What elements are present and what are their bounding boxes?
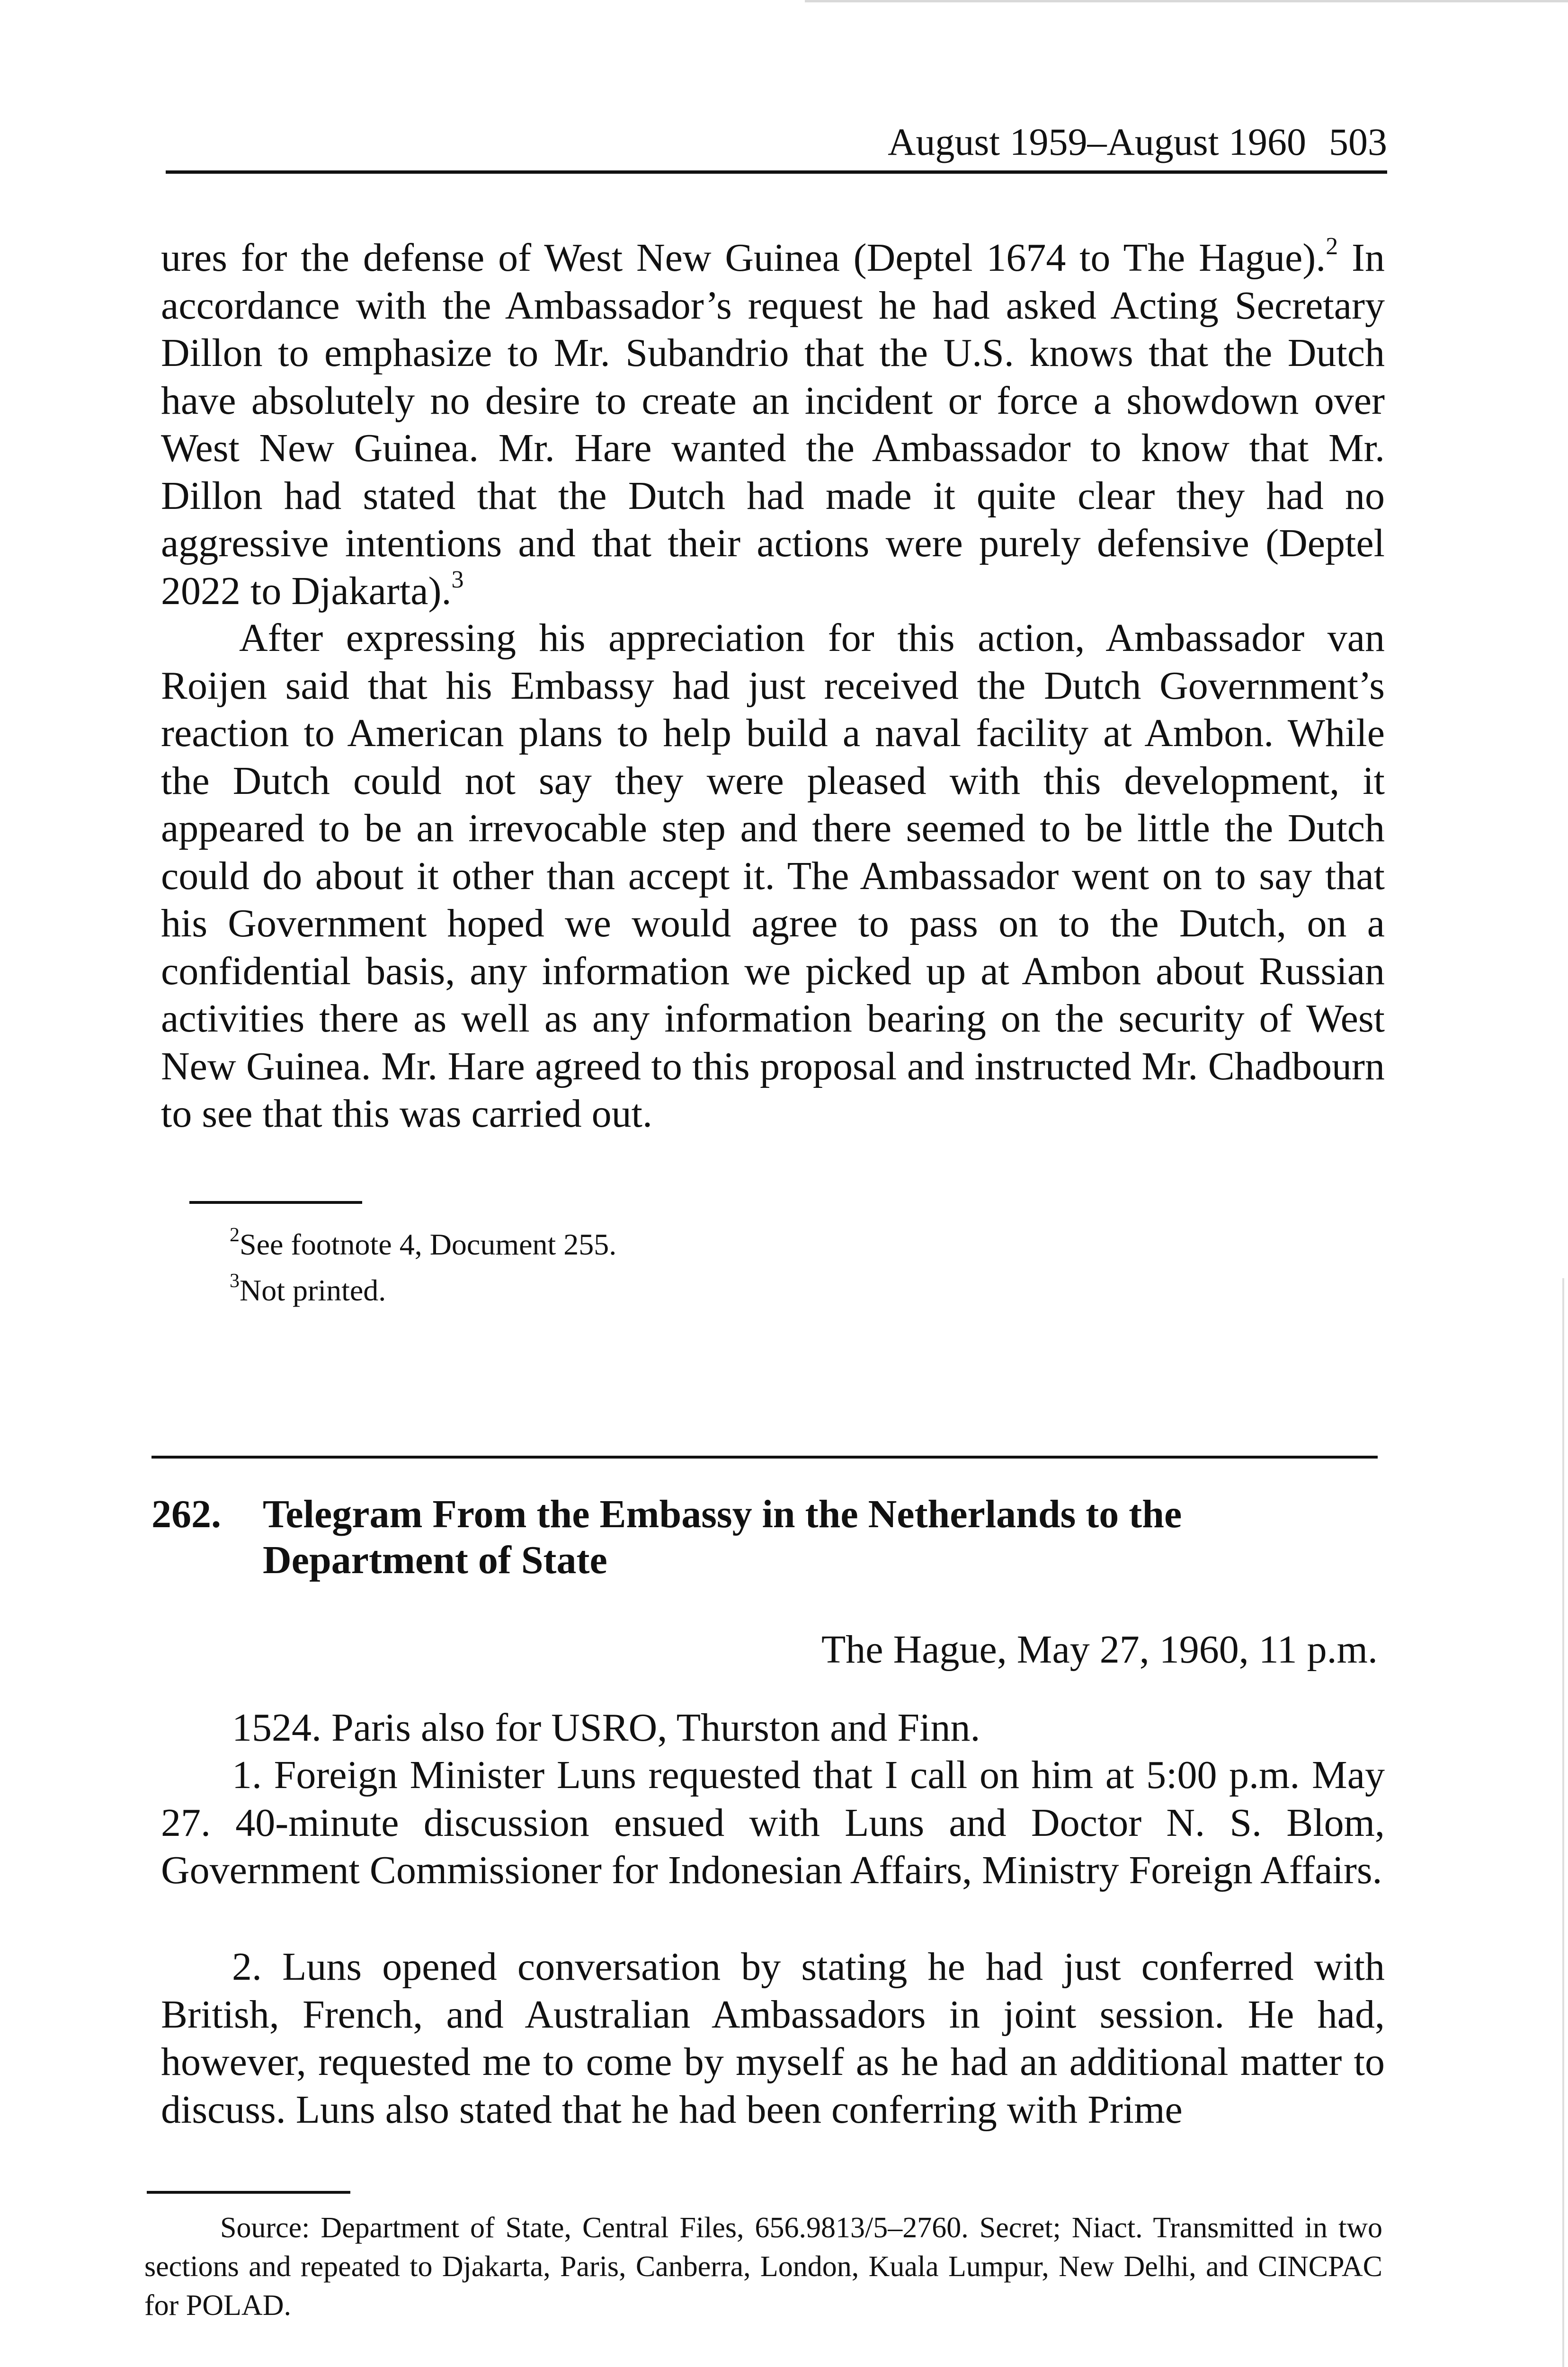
continued-paragraph: [161, 234, 1385, 615]
continued-paragraph-text-1: ures for the defense of West New Guinea (Deptel 1674 to The Hague).: [161, 236, 1326, 280]
telegram-paragraph-1524: 1524. Paris also for USRO, Thurston and Finn.: [232, 1706, 980, 1750]
document-number: 262.: [151, 1492, 221, 1536]
running-title: August 1959–August 1960: [888, 120, 1306, 163]
scan-edge-top: [805, 0, 1568, 2]
footnote-marker: 2: [230, 1224, 240, 1246]
footnote-item: [230, 1267, 1271, 1313]
source-note-rule: [147, 2191, 350, 2194]
document-heading: [151, 1491, 1382, 1583]
footnote-text: Not printed.: [240, 1273, 386, 1307]
running-header: [166, 118, 1387, 170]
header-rule: [166, 170, 1387, 174]
continued-paragraph-text-2: In accordance with the Ambassador’s request he had asked Acting Secretary Dillon to emphasize to Mr. Subandrio that the U.S. knows that the Dutch have absolutely no desire to create an incident or force a showdown over West New Guinea. Mr. Hare wanted the Ambassador to know that Mr. Dillon had stated that the Dutch had made it quite clear they had no aggressive intentions and that their actions were purely defensive (Deptel 2022 to Djakarta).: [161, 236, 1385, 613]
footnote-text: See footnote 4, Document 255.: [240, 1228, 617, 1261]
footnote-marker: 3: [230, 1270, 240, 1292]
footnote-rule: [189, 1201, 362, 1204]
source-note: Source: Department of State, Central Files, 656.9813/5–2760. Secret; Niact. Transmitted in two sections and repeated to Djakarta, Paris, Canberra, London, Kuala Lumpur, New Delhi, and CINCPAC for POLAD.: [144, 2212, 1382, 2322]
dateline: The Hague, May 27, 1960, 11 p.m.: [821, 1628, 1378, 1672]
section-rule: [151, 1456, 1378, 1459]
document-title: Telegram From the Embassy in the Netherlands to the Department of State: [263, 1492, 1182, 1582]
footnotes: [230, 1221, 1271, 1313]
footnote-item: [230, 1221, 1271, 1267]
page-number: 503: [1329, 120, 1387, 163]
scan-edge-right: [1562, 1278, 1564, 2367]
footnote-ref-3: 3: [451, 566, 464, 593]
footnote-ref-2: 2: [1326, 233, 1338, 260]
telegram-paragraph-2: 2. Luns opened conversation by stating he had just conferred with British, French, and Australian Ambassadors in joint session. He had, however, requested me to come by myself as he had an additional matter to discuss. Luns also stated that he had been conferring with Prime: [161, 1945, 1385, 2132]
paragraph-van-roijen: After expressing his appreciation for this action, Ambassador van Roijen said that his Embassy had just received the Dutch Government’s reaction to American plans to help build a naval facility at Ambon. While the Dutch could not say they were pleased with this development, it appeared to be an irrevocable step and there seemed to be little the Dutch could do about it other than accept it. The Ambassador went on to say that his Government hoped we would agree to pass on to the Dutch, on a confidential basis, any information we picked up at Ambon about Russian activities there as well as any information bearing on the security of West New Guinea. Mr. Hare agreed to this proposal and instructed Mr. Chadbourn to see that this was carried out.: [161, 616, 1385, 1136]
telegram-paragraph-1: 1. Foreign Minister Luns requested that I call on him at 5:00 p.m. May 27. 40-minute discussion ensued with Luns and Doctor N. S. Blom, Government Commissioner for Indonesian Affairs, Ministry Foreign Affairs.: [161, 1753, 1385, 1892]
